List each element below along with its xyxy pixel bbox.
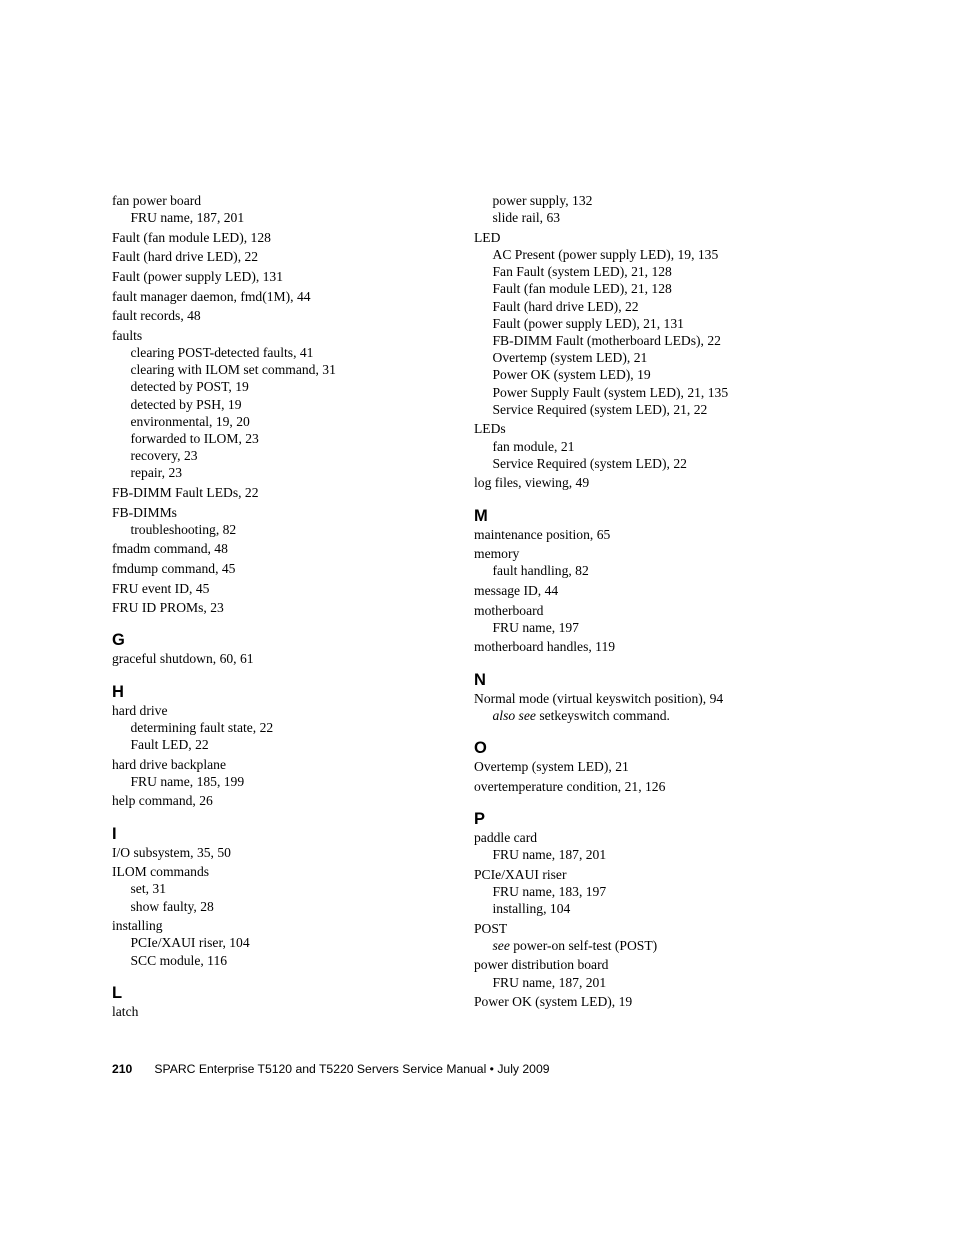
index-entry: FRU event ID, 45 [112,580,210,596]
page-number: 210 [112,1062,133,1076]
index-entry: POST [474,920,508,936]
index-entry: FB-DIMMs [112,504,177,520]
index-subentry: Service Required (system LED), 22 [492,455,687,471]
index-entry: hard drive backplane [112,756,226,772]
index-letter-heading: G [112,631,125,650]
index-entry: Fault (fan module LED), 128 [112,229,271,245]
index-column-left [112,192,462,1020]
footer-title: SPARC Enterprise T5120 and T5220 Servers Service Manual • July 2009 [154,1062,550,1076]
index-subentry: FRU name, 185, 199 [130,773,245,789]
index-subentry: show faulty, 28 [130,898,214,914]
index-subentry: FRU name, 183, 197 [492,883,607,899]
index-entry: log files, viewing, 49 [474,475,590,491]
index-entry: hard drive [112,702,168,718]
index-subentry: FB-DIMM Fault (motherboard LEDs), 22 [492,333,721,349]
index-subentry [474,707,824,724]
index-entry: Power OK (system LED), 19 [474,994,633,1010]
index-subentry: Fault (fan module LED), 21, 128 [492,281,672,297]
index-entry: help command, 26 [112,793,213,809]
index-subentry: set, 31 [130,881,166,897]
index-subentry: SCC module, 116 [130,952,228,968]
index-subentry: fault handling, 82 [492,563,589,579]
index-subentry: Overtemp (system LED), 21 [492,350,648,366]
index-entry: fan power board [112,193,202,208]
index-letter-heading: H [112,682,124,701]
index-entry: I/O subsystem, 35, 50 [112,844,231,860]
index-entry: motherboard [474,602,544,618]
index-entry: overtemperature condition, 21, 126 [474,778,666,794]
index-subentry: Fault (hard drive LED), 22 [492,298,639,314]
index-subentry: detected by POST, 19 [130,379,249,395]
index-subentry: Service Required (system LED), 21, 22 [492,401,708,417]
page-footer [112,1061,550,1077]
index-subentry: forwarded to ILOM, 23 [130,430,259,446]
index-letter-heading: I [112,824,117,843]
index-letter-heading: O [474,739,487,758]
index-subentry: Power Supply Fault (system LED), 21, 135 [492,384,729,400]
index-entry: LEDs [474,421,506,437]
index-subentry: environmental, 19, 20 [130,413,250,429]
index-subentry: repair, 23 [130,465,183,481]
index-entry: ILOM commands [112,864,210,880]
index-subentry [474,937,824,954]
index-subentry: AC Present (power supply LED), 19, 135 [492,247,719,262]
index-entry: fault records, 48 [112,308,201,324]
index-column-right [474,192,824,1010]
index-subentry: FRU name, 197 [492,619,579,635]
index-entry: FRU ID PROMs, 23 [112,600,224,616]
index-entry: Fault (hard drive LED), 22 [112,249,259,265]
cross-reference-label: also see [492,707,536,723]
index-subentry: Power OK (system LED), 19 [492,367,651,383]
index-entry: Overtemp (system LED), 21 [474,759,629,775]
index-subentry: recovery, 23 [130,448,198,464]
index-subentry: FRU name, 187, 201 [492,974,607,990]
index-letter-heading: P [474,809,486,828]
index-entry: power distribution board [474,957,609,973]
index-subentry: slide rail, 63 [492,210,561,226]
index-entry: fault manager daemon, fmd(1M), 44 [112,288,311,304]
index-subentry: FRU name, 187, 201 [492,847,607,863]
index-subentry: Fan Fault (system LED), 21, 128 [492,264,672,280]
index-subentry: clearing POST-detected faults, 41 [130,344,314,360]
index-subentry: Fault (power supply LED), 21, 131 [492,315,684,331]
index-subentry: detected by PSH, 19 [130,396,242,412]
index-subentry: PCIe/XAUI riser, 104 [130,935,250,951]
index-subentry: FRU name, 187, 201 [130,210,245,226]
index-entry: FB-DIMM Fault LEDs, 22 [112,484,259,500]
index-subentry: fan module, 21 [492,438,575,454]
index-entry: paddle card [474,829,538,845]
index-entry: fmadm command, 48 [112,541,228,557]
index-entry: maintenance position, 65 [474,526,611,542]
index-entry: fmdump command, 45 [112,560,236,576]
index-subentry: power supply, 132 [492,193,593,208]
index-entry: Normal mode (virtual keyswitch position), 94 [474,690,724,706]
index-subentry: determining fault state, 22 [130,719,274,735]
index-entry: faults [112,327,143,343]
cross-reference-target: power-on self-test (POST) [509,937,658,953]
index-entry: PCIe/XAUI riser [474,866,567,882]
index-entry: motherboard handles, 119 [474,639,616,655]
index-entry: message ID, 44 [474,583,559,599]
index-entry: installing [112,918,163,934]
index-subentry: troubleshooting, 82 [130,521,237,537]
cross-reference-label: see [492,937,510,953]
index-letter-heading: N [474,670,486,689]
cross-reference-target: setkeyswitch command. [535,707,670,723]
index-entry: latch [112,1003,139,1019]
index-entry: graceful shutdown, 60, 61 [112,651,254,667]
index-subentry: installing, 104 [492,901,571,917]
index-letter-heading: M [474,506,488,525]
index-entry: Fault (power supply LED), 131 [112,268,284,284]
index-entry: memory [474,546,520,562]
index-subentry: Fault LED, 22 [130,736,209,752]
index-entry: LED [474,229,501,245]
index-subentry: clearing with ILOM set command, 31 [130,362,336,378]
index-letter-heading: L [112,983,123,1002]
